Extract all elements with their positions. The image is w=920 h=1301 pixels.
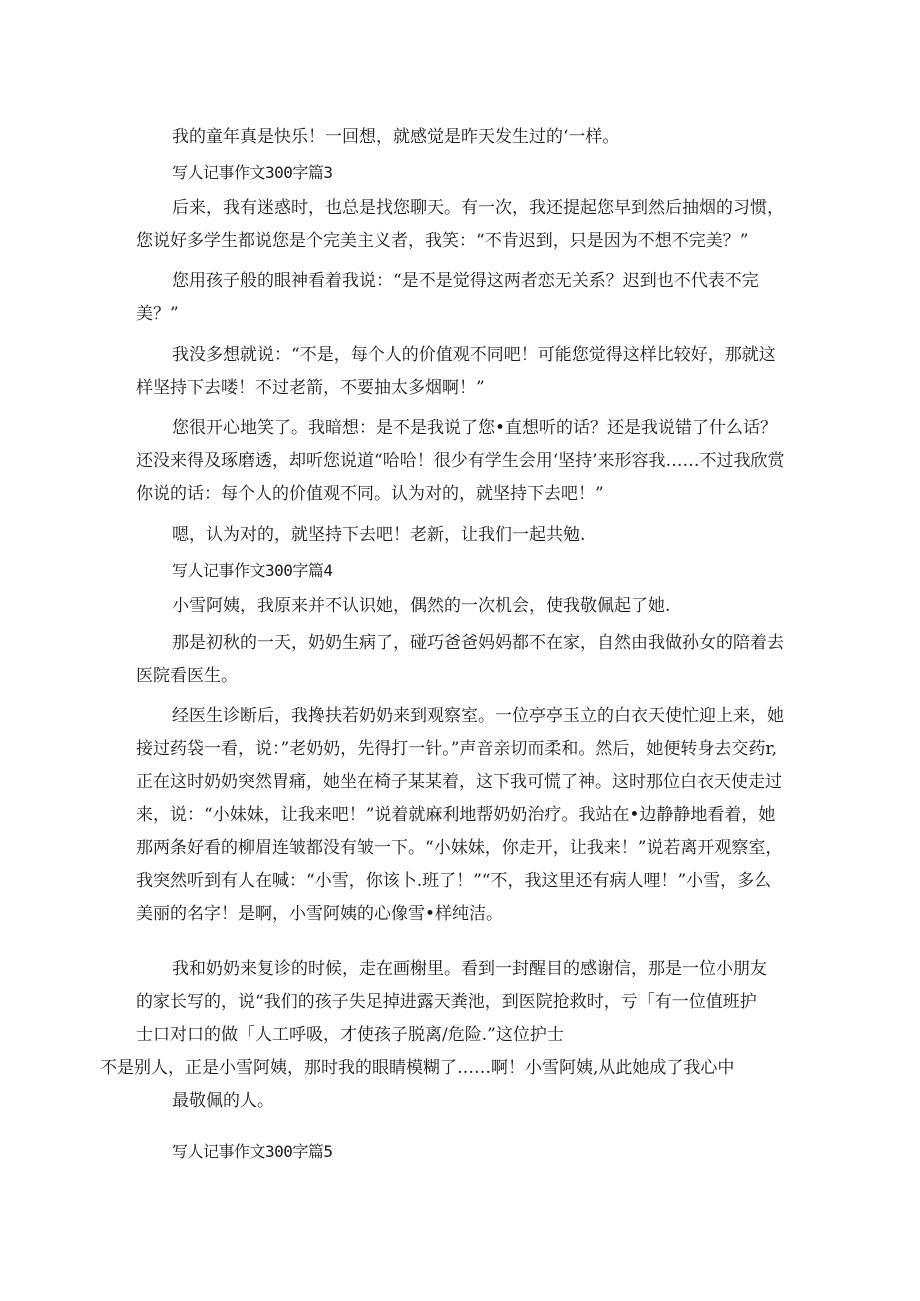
paragraph-values: 我没多想就说：“不是，每个人的价值观不同吧！可能您觉得这样比较好，那就这样坚持下去喽！不过老箭，不要抽太多烟啊！” — [136, 345, 776, 398]
paragraph-laugh: 您很开心地笑了。我暗想：是不是我说了您•直想听的话？还是我说错了什么话？还没来得及琢磨透，却听您说道“哈哈！很少有学生会用‘坚持’来形容我……不过我欣赏你说的话：每个人的价值观不同。认为对的，就坚持下去吧！” — [136, 418, 785, 504]
thank-you-line-2: 的家长写的，说“我们的孩子失足掉进露天粪池，到医院抢救时，亏「有一位值班护 — [136, 992, 757, 1012]
paragraph-confusion: 后来，我有迷惑时，也总是找您聊天。有一次，我还提起您早到然后抽烟的习惯，您说好多学生都说您是个完美主义者，我笑：“不肯迟到，只是因为不想不完美？” — [136, 198, 784, 251]
section-heading-5: 写人记事作文300字篇5 — [172, 1142, 333, 1161]
paragraph-early-autumn: 那是初秋的一天，奶奶生病了，碰巧爸爸妈妈都不在家，自然由我做孙女的陪着去医院看医生。 — [136, 633, 784, 686]
paragraph-childhood: 我的童年真是快乐！一回想，就感觉是昨天发生过的‘一样。 — [172, 127, 620, 147]
paragraph-xiaoxue-intro: 小雪阿姨，我原来并不认识她，偶然的一次机会，使我敬佩起了她. — [172, 596, 671, 616]
paragraph-thank-you-letter — [100, 953, 786, 1118]
thank-you-line-5: 最敬佩的人。 — [172, 1091, 274, 1111]
thank-you-line-1: 我和奶奶来复诊的时候，走在画榭里。看到一封醒目的感谢信，那是一位小朋友 — [172, 959, 767, 979]
section-heading-4: 写人记事作文300字篇4 — [172, 561, 333, 580]
thank-you-line-4: 不是别人，正是小雪阿姨，那时我的眼睛模糊了……啊！小雪阿姨,从此她成了我心中 — [100, 1058, 735, 1078]
paragraph-child-eyes: 您用孩子般的眼神看着我说：“是不是觉得这两者恋无关系？迟到也不代表不完美？” — [136, 271, 759, 324]
paragraph-observation-room: 经医生诊断后，我搀扶若奶奶来到观察室。一位亭亭玉立的白衣天使忙迎上来，她接过药袋一看，说：”老奶奶，先得打一针。”声音亲切而柔和。然后，她便转身去交药r,正在这时奶奶突然胃痛，她坐在椅子某某着，这下我可慌了神。这时那位白衣天使走过来，说：“小妹妹，让我来吧！”说着就麻利地帮奶奶治疗。我站在•边静静地看着，她那两条好看的柳眉连皱都没有皱一下。“小妹妹，你走开，让我来！”说若离开观察室，我突然听到有人在喊：“小雪，你该卜.班了！”“不，我这里还有病人哩！”小雪，多么美丽的名字！是啊，小雪阿姨的心像雪•样纯洁。 — [136, 706, 784, 924]
section-heading-3: 写人记事作文300字篇3 — [172, 163, 333, 182]
paragraph-persist: 嗯，认为对的，就坚持下去吧！老新，让我们一起共勉. — [172, 525, 586, 545]
thank-you-line-3: 士口对口的做「人工呼吸，才使孩子脱离/危险.”这位护士 — [136, 1025, 564, 1045]
